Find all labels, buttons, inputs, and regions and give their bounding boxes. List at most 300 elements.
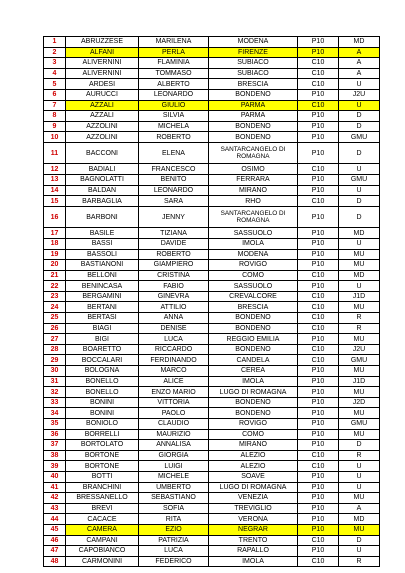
level-cell: P10 [298,185,339,196]
category-cell: MU [339,387,380,398]
city-cell: VENEZIA [209,493,298,504]
first-name-cell: MAURIZIO [139,429,209,440]
first-name-cell: LUCA [139,334,209,345]
table-row [44,546,380,557]
city-cell: ALEZIO [209,461,298,472]
first-name-cell: LEONARDO [139,89,209,100]
city-cell: SANTARCANGELO DI ROMAGNA [209,142,298,164]
level-cell: P10 [298,524,339,535]
first-name-cell: EZIO [139,524,209,535]
level-cell: P10 [298,334,339,345]
first-name-cell: CRISTINA [139,270,209,281]
city-cell: LUGO DI ROMAGNA [209,482,298,493]
table-row [44,302,380,313]
first-name-cell: GINEVRA [139,291,209,302]
category-cell: D [339,206,380,228]
level-cell: C10 [298,196,339,207]
row-number-cell: 33 [44,397,66,408]
table-row [44,79,380,90]
surname-cell: CACACE [66,514,139,525]
row-number-cell: 6 [44,89,66,100]
city-cell: REGGIO EMILIA [209,334,298,345]
table-row [44,47,380,58]
surname-cell: BERGAMINI [66,291,139,302]
table-body [44,37,380,567]
table-row [44,461,380,472]
first-name-cell: FERDINANDO [139,355,209,366]
table-row [44,482,380,493]
city-cell: BONDENO [209,344,298,355]
first-name-cell: JENNY [139,206,209,228]
table-row [44,535,380,546]
table-row [44,344,380,355]
surname-cell: BERTASI [66,313,139,324]
category-cell: MD [339,514,380,525]
row-number-cell: 1 [44,37,66,48]
row-number-cell: 45 [44,524,66,535]
table-row [44,37,380,48]
row-number-cell: 39 [44,461,66,472]
city-cell: IMOLA [209,376,298,387]
city-cell: SOAVE [209,471,298,482]
level-cell: P10 [298,260,339,271]
city-cell: CEREA [209,366,298,377]
table-row [44,238,380,249]
city-cell: ROVIGO [209,419,298,430]
surname-cell: BONINI [66,408,139,419]
surname-cell: BRESSANELLO [66,493,139,504]
surname-cell: BOCCALARI [66,355,139,366]
city-cell: PARMA [209,100,298,111]
first-name-cell: FEDERICO [139,556,209,567]
category-cell: A [339,503,380,514]
row-number-cell: 22 [44,281,66,292]
table-row [44,397,380,408]
level-cell: C10 [298,68,339,79]
row-number-cell: 48 [44,556,66,567]
level-cell: P10 [298,429,339,440]
row-number-cell: 27 [44,334,66,345]
surname-cell: BORTOLATO [66,440,139,451]
first-name-cell: ALBERTO [139,79,209,90]
city-cell: ROVIGO [209,260,298,271]
surname-cell: BREVI [66,503,139,514]
level-cell: P10 [298,132,339,143]
category-cell: U [339,461,380,472]
surname-cell: AURUCCI [66,89,139,100]
first-name-cell: ANNALISA [139,440,209,451]
surname-cell: BACCONI [66,142,139,164]
first-name-cell: LUCA [139,546,209,557]
table-row [44,185,380,196]
category-cell: A [339,47,380,58]
city-cell: TREVIGLIO [209,503,298,514]
first-name-cell: LEONARDO [139,185,209,196]
surname-cell: BASSI [66,238,139,249]
row-number-cell: 4 [44,68,66,79]
first-name-cell: ROBERTO [139,249,209,260]
table-row [44,366,380,377]
surname-cell: BENINCASA [66,281,139,292]
level-cell: P10 [298,37,339,48]
level-cell: C10 [298,100,339,111]
table-row [44,355,380,366]
surname-cell: BAGNOLATTI [66,175,139,186]
first-name-cell: ATTILIO [139,302,209,313]
level-cell: C10 [298,79,339,90]
category-cell: D [339,440,380,451]
level-cell: P10 [298,281,339,292]
city-cell: FERRARA [209,175,298,186]
level-cell: C10 [298,302,339,313]
table-row [44,100,380,111]
city-cell: MODENA [209,249,298,260]
category-cell: MU [339,302,380,313]
first-name-cell: MICHELA [139,121,209,132]
city-cell: FIRENZE [209,47,298,58]
table-row [44,281,380,292]
first-name-cell: SEBASTIANO [139,493,209,504]
level-cell: P10 [298,175,339,186]
participants-table [43,36,380,567]
surname-cell: BALDAN [66,185,139,196]
city-cell: ALEZIO [209,450,298,461]
row-number-cell: 9 [44,121,66,132]
city-cell: OSIMO [209,164,298,175]
level-cell: P10 [298,514,339,525]
level-cell: P10 [298,471,339,482]
city-cell: BRESCIA [209,79,298,90]
level-cell: C10 [298,450,339,461]
category-cell: U [339,164,380,175]
row-number-cell: 44 [44,514,66,525]
row-number-cell: 18 [44,238,66,249]
level-cell: P10 [298,440,339,451]
category-cell: GMU [339,132,380,143]
level-cell: P10 [298,111,339,122]
row-number-cell: 24 [44,302,66,313]
first-name-cell: GIULIO [139,100,209,111]
city-cell: SUBIACO [209,68,298,79]
first-name-cell: CLAUDIO [139,419,209,430]
first-name-cell: FABIO [139,281,209,292]
row-number-cell: 16 [44,206,66,228]
level-cell: P10 [298,376,339,387]
first-name-cell: VITTORIA [139,397,209,408]
city-cell: BONDENO [209,132,298,143]
city-cell: BONDENO [209,313,298,324]
city-cell: PARMA [209,111,298,122]
category-cell: MU [339,524,380,535]
level-cell: P10 [298,121,339,132]
surname-cell: BORTONE [66,450,139,461]
level-cell: P10 [298,408,339,419]
level-cell: P10 [298,249,339,260]
category-cell: MU [339,334,380,345]
table-row [44,291,380,302]
surname-cell: ALFANI [66,47,139,58]
first-name-cell: TOMMASO [139,68,209,79]
first-name-cell: LUIGI [139,461,209,472]
first-name-cell: MARCO [139,366,209,377]
category-cell: J2U [339,89,380,100]
category-cell: MD [339,37,380,48]
category-cell: MU [339,366,380,377]
level-cell: P10 [298,387,339,398]
surname-cell: BASTIANONI [66,260,139,271]
first-name-cell: BENITO [139,175,209,186]
table-row [44,440,380,451]
row-number-cell: 36 [44,429,66,440]
category-cell: MD [339,270,380,281]
city-cell: TRENTO [209,535,298,546]
level-cell: P10 [298,546,339,557]
surname-cell: BONELLO [66,387,139,398]
level-cell: P10 [298,397,339,408]
city-cell: SASSUOLO [209,228,298,239]
first-name-cell: SARA [139,196,209,207]
row-number-cell: 29 [44,355,66,366]
city-cell: MIRANO [209,185,298,196]
row-number-cell: 26 [44,323,66,334]
surname-cell: BIAGI [66,323,139,334]
category-cell: A [339,58,380,69]
table-row [44,334,380,345]
surname-cell: ABRUZZESE [66,37,139,48]
category-cell: J1D [339,291,380,302]
first-name-cell: SOFIA [139,503,209,514]
category-cell: D [339,535,380,546]
category-cell: U [339,185,380,196]
level-cell: C10 [298,355,339,366]
table-row [44,270,380,281]
level-cell: C10 [298,164,339,175]
city-cell: COMO [209,429,298,440]
row-number-cell: 15 [44,196,66,207]
surname-cell: BELLONI [66,270,139,281]
surname-cell: BOTTI [66,471,139,482]
category-cell: MU [339,408,380,419]
level-cell: P10 [298,366,339,377]
row-number-cell: 2 [44,47,66,58]
surname-cell: BORTONE [66,461,139,472]
row-number-cell: 12 [44,164,66,175]
table-row [44,471,380,482]
first-name-cell: ANNA [139,313,209,324]
category-cell: D [339,111,380,122]
table-row [44,206,380,228]
city-cell: NEGRAR [209,524,298,535]
row-number-cell: 7 [44,100,66,111]
city-cell: BONDENO [209,397,298,408]
level-cell: C10 [298,291,339,302]
table-row [44,387,380,398]
first-name-cell: RICCARDO [139,344,209,355]
surname-cell: BRANCHINI [66,482,139,493]
row-number-cell: 10 [44,132,66,143]
surname-cell: BERTANI [66,302,139,313]
surname-cell: ALIVERNINI [66,68,139,79]
city-cell: RAPALLO [209,546,298,557]
row-number-cell: 46 [44,535,66,546]
category-cell: J2U [339,344,380,355]
level-cell: P10 [298,419,339,430]
category-cell: U [339,100,380,111]
table-row [44,164,380,175]
row-number-cell: 11 [44,142,66,164]
surname-cell: AZZALI [66,111,139,122]
category-cell: U [339,281,380,292]
category-cell: R [339,313,380,324]
level-cell: P10 [298,89,339,100]
first-name-cell: MICHELE [139,471,209,482]
first-name-cell: DENISE [139,323,209,334]
first-name-cell: SILVIA [139,111,209,122]
level-cell: C10 [298,535,339,546]
first-name-cell: MARILENA [139,37,209,48]
city-cell: SUBIACO [209,58,298,69]
surname-cell: BOARETTO [66,344,139,355]
row-number-cell: 41 [44,482,66,493]
surname-cell: BIGI [66,334,139,345]
city-cell: IMOLA [209,556,298,567]
level-cell: C10 [298,270,339,281]
surname-cell: AZZOLINI [66,132,139,143]
table-row [44,132,380,143]
row-number-cell: 20 [44,260,66,271]
row-number-cell: 35 [44,419,66,430]
first-name-cell: GIORGIA [139,450,209,461]
row-number-cell: 13 [44,175,66,186]
table-row [44,260,380,271]
first-name-cell: RITA [139,514,209,525]
first-name-cell: TIZIANA [139,228,209,239]
category-cell: J1D [339,376,380,387]
city-cell: VERONA [209,514,298,525]
surname-cell: ARDESI [66,79,139,90]
row-number-cell: 43 [44,503,66,514]
level-cell: P10 [298,47,339,58]
row-number-cell: 37 [44,440,66,451]
city-cell: CREVALCORE [209,291,298,302]
first-name-cell: FLAMINIA [139,58,209,69]
first-name-cell: FRANCESCO [139,164,209,175]
first-name-cell: PERLA [139,47,209,58]
first-name-cell: PAOLO [139,408,209,419]
table-row [44,313,380,324]
first-name-cell: ROBERTO [139,132,209,143]
row-number-cell: 42 [44,493,66,504]
row-number-cell: 47 [44,546,66,557]
city-cell: BONDENO [209,89,298,100]
category-cell: U [339,471,380,482]
category-cell: J2D [339,397,380,408]
table-row [44,419,380,430]
table-row [44,524,380,535]
table-row [44,503,380,514]
first-name-cell: GIAMPIERO [139,260,209,271]
city-cell: SASSUOLO [209,281,298,292]
category-cell: MU [339,493,380,504]
table-row [44,323,380,334]
category-cell: U [339,546,380,557]
city-cell: IMOLA [209,238,298,249]
table-row [44,376,380,387]
category-cell: D [339,196,380,207]
surname-cell: AZZOLINI [66,121,139,132]
table-row [44,450,380,461]
category-cell: U [339,79,380,90]
surname-cell: BORRELLI [66,429,139,440]
surname-cell: CAPOBIANCO [66,546,139,557]
level-cell: C10 [298,461,339,472]
table-row [44,514,380,525]
row-number-cell: 40 [44,471,66,482]
row-number-cell: 25 [44,313,66,324]
level-cell: P10 [298,142,339,164]
surname-cell: BONINI [66,397,139,408]
table-row [44,408,380,419]
table-row [44,142,380,164]
category-cell: U [339,238,380,249]
level-cell: P10 [298,482,339,493]
first-name-cell: ENZO MARIO [139,387,209,398]
row-number-cell: 23 [44,291,66,302]
level-cell: P10 [298,503,339,514]
level-cell: C10 [298,344,339,355]
table-row [44,58,380,69]
surname-cell: BONELLO [66,376,139,387]
table-row [44,121,380,132]
category-cell: R [339,556,380,567]
surname-cell: CAMPANI [66,535,139,546]
row-number-cell: 30 [44,366,66,377]
category-cell: R [339,323,380,334]
category-cell: A [339,68,380,79]
surname-cell: ALIVERNINI [66,58,139,69]
table-row [44,196,380,207]
first-name-cell: ELENA [139,142,209,164]
first-name-cell: DAVIDE [139,238,209,249]
category-cell: GMU [339,419,380,430]
surname-cell: BONIOLO [66,419,139,430]
surname-cell: BASILE [66,228,139,239]
surname-cell: AZZALI [66,100,139,111]
row-number-cell: 31 [44,376,66,387]
surname-cell: BARBAGLIA [66,196,139,207]
city-cell: CANDELA [209,355,298,366]
category-cell: GMU [339,175,380,186]
row-number-cell: 5 [44,79,66,90]
row-number-cell: 32 [44,387,66,398]
level-cell: C10 [298,313,339,324]
category-cell: R [339,450,380,461]
category-cell: D [339,121,380,132]
surname-cell: CAMERA [66,524,139,535]
surname-cell: BOLOGNA [66,366,139,377]
city-cell: BONDENO [209,408,298,419]
level-cell: C10 [298,58,339,69]
category-cell: MD [339,228,380,239]
city-cell: BONDENO [209,121,298,132]
row-number-cell: 21 [44,270,66,281]
level-cell: P10 [298,206,339,228]
category-cell: MU [339,260,380,271]
surname-cell: BASSOLI [66,249,139,260]
row-number-cell: 17 [44,228,66,239]
city-cell: MIRANO [209,440,298,451]
table-row [44,429,380,440]
